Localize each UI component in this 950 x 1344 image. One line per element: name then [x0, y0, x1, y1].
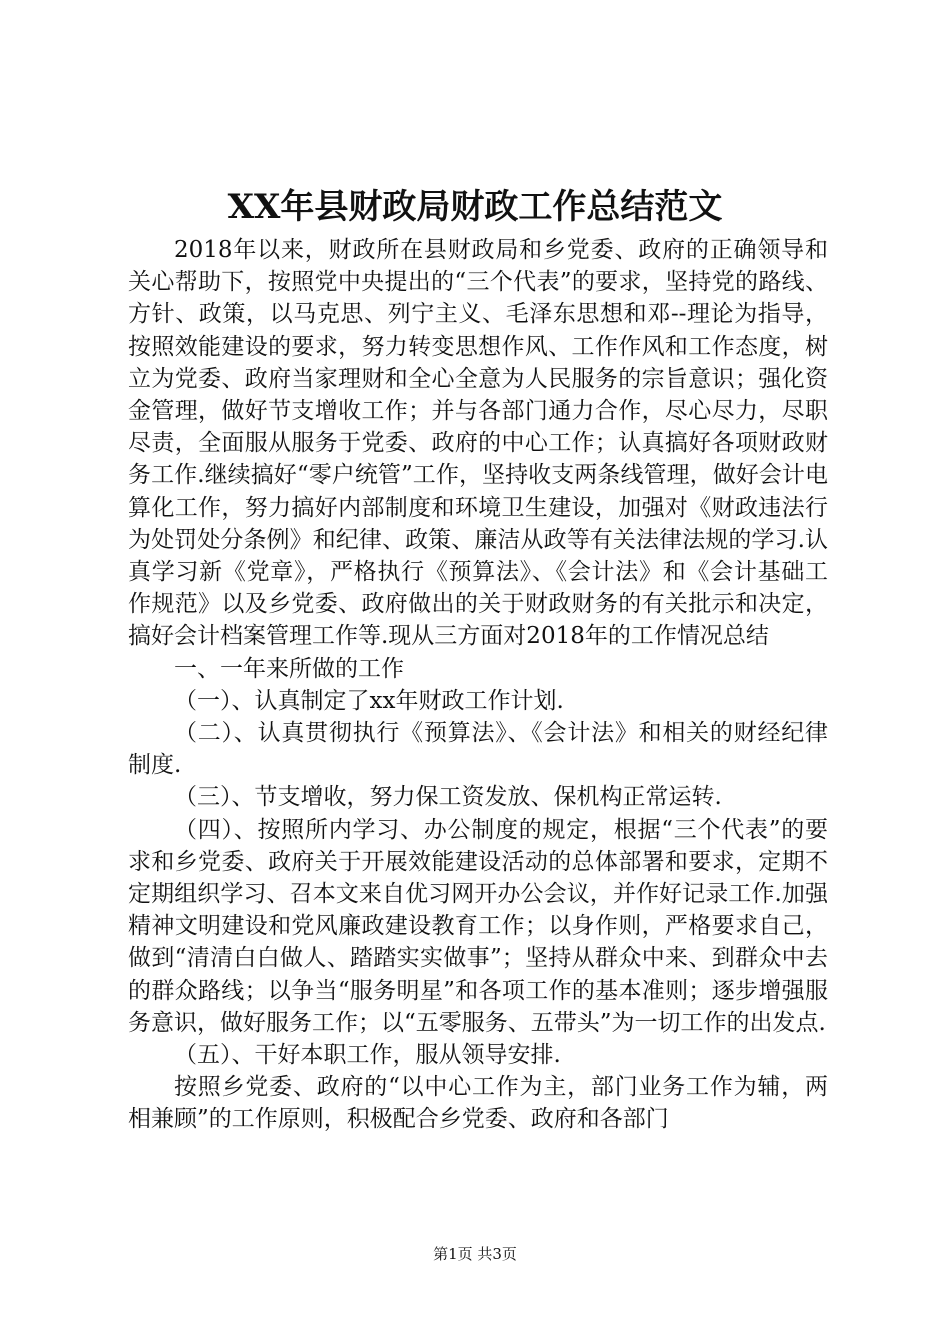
document-title: XX年县财政局财政工作总结范文	[227, 187, 723, 227]
list-item: （四）、按照所内学习、办公制度的规定，根据“三个代表”的要求和乡党委、政府关于开展效能建设活动的总体部署和要求，定期不定期组织学习、召本文来自优习网开办公会议，并作好记录工作.加强精神文明建设和党风廉政建设教育工作；以身作则，严格要求自己，做到“清清白白做人、踏踏实实做事”；坚持从群众中来、到群众中去的群众路线；以争当“服务明星”和各项工作的基本准则；逐步增强服务意识，做好服务工作；以“五零服务、五带头”为一切工作的出发点.	[128, 816, 828, 1036]
paragraph-intro: 2018年以来，财政所在县财政局和乡党委、政府的正确领导和关心帮助下，按照党中央提出的“三个代表”的要求，坚持党的路线、方针、政策，以马克思、列宁主义、毛泽东思想和邓--理论为指导，按照效能建设的要求，努力转变思想作风、工作作风和工作态度，树立为党委、政府当家理财和全心全意为人民服务的宗旨意识；强化资金管理，做好节支增收工作；并与各部门通力合作，尽心尽力，尽职尽责，全面服从服务于党委、政府的中心工作；认真搞好各项财政财务工作.继续搞好“零户统管”工作，坚持收支两条线管理，做好会计电算化工作，努力搞好内部制度和环境卫生建设，加强对《财政违法行为处罚处分条例》和纪律、政策、廉洁从政等有关法律法规的学习.认真学习新《党章》，严格执行《预算法》、《会计法》和《会计基础工作规范》以及乡党委、政府做出的关于财政财务的有关批示和决定，搞好会计档案管理工作等.现从三方面对2018年的工作情况总结	[128, 237, 828, 650]
list-item: （二）、认真贯彻执行《预算法》、《会计法》和相关的财经纪律制度.	[128, 720, 828, 779]
list-item: （五）、干好本职工作，服从领导安排.	[174, 1042, 561, 1069]
document-body	[128, 234, 828, 1136]
list-item: （一）、认真制定了xx年财政工作计划.	[174, 687, 564, 714]
section-heading: 一、一年来所做的工作	[174, 655, 404, 682]
paragraph: 按照乡党委、政府的“以中心工作为主，部门业务工作为辅，两相兼顾”的工作原则，积极配合乡党委、政府和各部门	[128, 1074, 828, 1133]
list-item: （三）、节支增收，努力保工资发放、保机构正常运转.	[174, 784, 722, 811]
page-number: 第1页 共3页	[433, 1245, 517, 1263]
